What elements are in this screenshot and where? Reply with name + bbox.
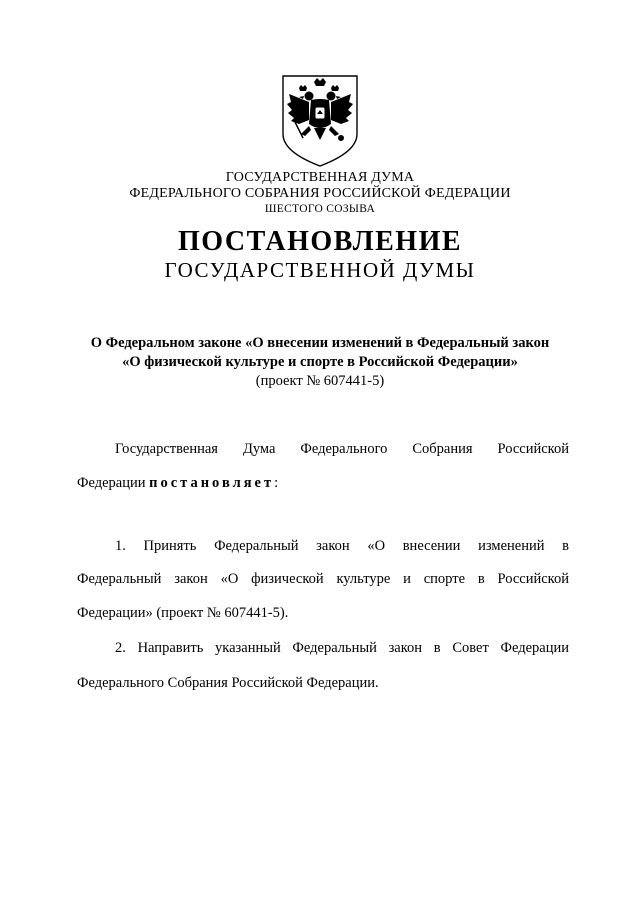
subject-line-1: О Федеральном законе «О внесении изменений в Федеральный закон — [90, 335, 550, 351]
coat-of-arms-icon — [281, 74, 359, 168]
preamble-line-2 — [77, 474, 569, 492]
org-line-2: ФЕДЕРАЛЬНОГО СОБРАНИЯ РОССИЙСКОЙ ФЕДЕРАЦИИ — [129, 186, 511, 201]
item-1-line-3: Федерации» (проект № 607441-5). — [77, 605, 289, 621]
subject-line-2: «О физической культуре и спорте в Российской Федерации» — [122, 354, 518, 370]
preamble-colon: : — [274, 475, 279, 491]
preamble-start: Федерации — [77, 475, 150, 491]
org-line-1: ГОСУДАРСТВЕННАЯ ДУМА — [225, 170, 415, 185]
org-line-3: ШЕСТОГО СОЗЫВА — [264, 203, 376, 215]
item-1-line-1: 1. Принять Федеральный закон «О внесении изменений в — [115, 538, 569, 554]
item-2-line-2: Федерального Собрания Российской Федерации. — [77, 675, 379, 691]
issuer-title: ГОСУДАРСТВЕННОЙ ДУМЫ — [164, 258, 476, 282]
preamble-line-1: Государственная Дума Федерального Собрания Российской — [115, 441, 569, 457]
document-type: ПОСТАНОВЛЕНИЕ — [177, 226, 463, 257]
preamble-verb: постановляет — [149, 475, 275, 491]
item-1-line-2: Федеральный закон «О физической культуре и спорте в Российской — [77, 571, 569, 587]
item-2-line-1: 2. Направить указанный Федеральный закон в Совет Федерации — [115, 640, 569, 656]
subject-line-3: (проект № 607441-5) — [255, 373, 385, 389]
